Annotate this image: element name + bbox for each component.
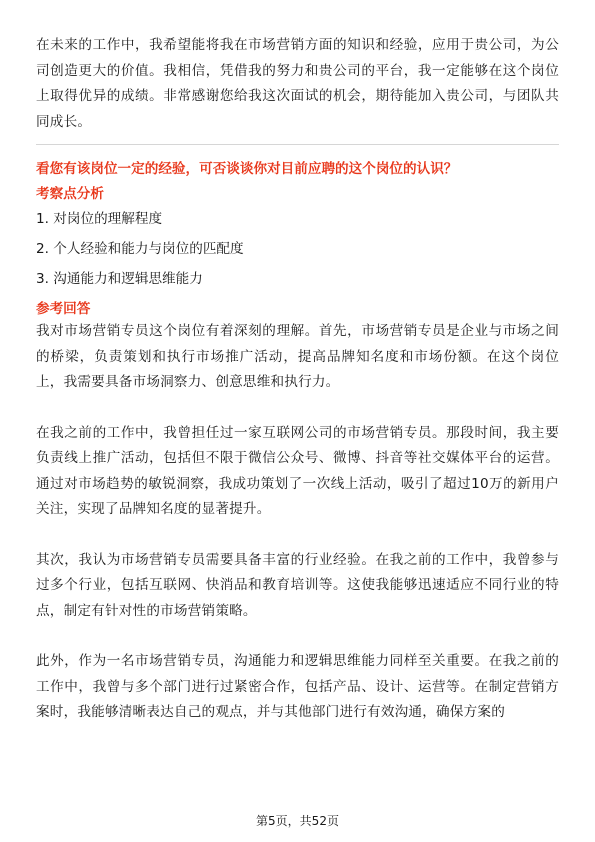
- analysis-point: 2. 个人经验和能力与岗位的匹配度: [36, 241, 244, 257]
- intro-paragraph: 在未来的工作中，我希望能将我在市场营销方面的知识和经验，应用于贵公司，为公司创造更大的价值。我相信，凭借我的努力和贵公司的平台，我一定能够在这个岗位上取得优异的成绩。非常感谢您给我这次面试的机会，期待能加入贵公司，与团队共同成长。: [36, 37, 559, 130]
- paragraph-spacer: [36, 624, 559, 649]
- analysis-heading: 考察点分析: [36, 186, 104, 202]
- analysis-point: 3. 沟通能力和逻辑思维能力: [36, 271, 203, 287]
- answer-paragraph: 我对市场营销专员这个岗位有着深刻的理解。首先，市场营销专员是企业与市场之间的桥梁，负责策划和执行市场推广活动，提高品牌知名度和市场份额。在这个岗位上，我需要具备市场洞察力、创意思维和执行力。: [36, 323, 559, 390]
- answer-paragraph: 其次，我认为市场营销专员需要具备丰富的行业经验。在我之前的工作中，我曾参与过多个行业，包括互联网、快消品和教育培训等。这使我能够迅速适应不同行业的特点，制定有针对性的市场营销策略。: [36, 551, 559, 619]
- paragraph-spacer: [36, 396, 559, 421]
- question-title: 看您有该岗位一定的经验，可否谈谈你对目前应聘的这个岗位的认识？: [36, 161, 458, 177]
- paragraph-spacer: [36, 523, 559, 548]
- analysis-point: 1. 对岗位的理解程度: [36, 211, 163, 227]
- answer-heading: 参考回答: [36, 301, 91, 317]
- answer-paragraph: 此外，作为一名市场营销专员，沟通能力和逻辑思维能力同样至关重要。在我之前的工作中，我曾与多个部门进行过紧密合作，包括产品、设计、运营等。在制定营销方案时，我能够清晰表达自己的观点，并与其他部门进行有效沟通，确保方案的: [36, 653, 559, 720]
- answer-paragraph: 在我之前的工作中，我曾担任过一家互联网公司的市场营销专员。那段时间，我主要负责线上推广活动，包括但不限于微信公众号、微博、抖音等社交媒体平台的运营。通过对市场趋势的敏锐洞察，我成功策划了一次线上活动，吸引了超过10万的新用户关注，实现了品牌知名度的显著提升。: [36, 424, 559, 517]
- document-page: [36, 0, 559, 726]
- analysis-points-list: [36, 209, 559, 289]
- section-divider: [36, 144, 559, 145]
- page-number-footer: 第5页，共52页: [256, 814, 339, 828]
